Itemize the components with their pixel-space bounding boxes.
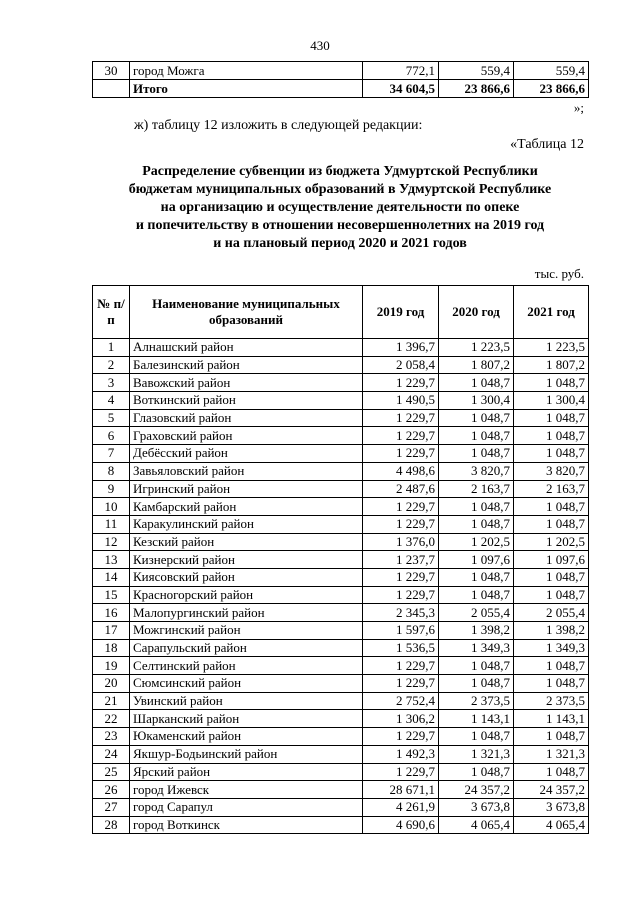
cell-number: 24 (93, 745, 130, 763)
cell-name: Игринский район (130, 480, 363, 498)
cell-2019: 1 229,7 (363, 728, 439, 746)
cell-number: 13 (93, 551, 130, 569)
cell-2021: 1 321,3 (514, 745, 589, 763)
cell-2020: 1 048,7 (439, 445, 514, 463)
cell-2019: 2 487,6 (363, 480, 439, 498)
cell-2019: 772,1 (363, 62, 439, 80)
heading-line: и попечительству в отношении несовершеннолетних на 2019 год (135, 218, 545, 233)
table-row (93, 515, 589, 533)
instruction-text: ж) таблицу 12 изложить в следующей редакции: (134, 118, 423, 133)
cell-number: 9 (93, 480, 130, 498)
continuation-table-body (93, 62, 589, 98)
cell-name: Вавожский район (130, 374, 363, 392)
table-row (93, 339, 589, 357)
table-row (93, 80, 589, 98)
table-row (93, 551, 589, 569)
table-row (93, 568, 589, 586)
cell-name: Якшур-Бодьинский район (130, 745, 363, 763)
cell-2019: 2 345,3 (363, 604, 439, 622)
cell-2020: 1 048,7 (439, 515, 514, 533)
cell-name: Каракулинский район (130, 515, 363, 533)
cell-2021: 1 048,7 (514, 675, 589, 693)
table-row (93, 356, 589, 374)
cell-2020: 1 097,6 (439, 551, 514, 569)
header-name: Наименование муниципальных образований (130, 286, 363, 339)
cell-number: 17 (93, 622, 130, 640)
cell-2019: 1 229,7 (363, 427, 439, 445)
cell-number: 18 (93, 639, 130, 657)
heading-line: Распределение субвенции из бюджета Удмуртской Республики (142, 164, 538, 179)
table-row (93, 763, 589, 781)
cell-2021: 1 223,5 (514, 339, 589, 357)
cell-2019: 1 536,5 (363, 639, 439, 657)
cell-number: 26 (93, 781, 130, 799)
cell-name: Глазовский район (130, 409, 363, 427)
cell-2021: 1 398,2 (514, 622, 589, 640)
cell-number: 11 (93, 515, 130, 533)
table-row (93, 62, 589, 80)
table-row (93, 480, 589, 498)
cell-2021: 1 048,7 (514, 728, 589, 746)
table-row (93, 710, 589, 728)
cell-2020: 1 048,7 (439, 427, 514, 445)
cell-2021: 1 048,7 (514, 498, 589, 516)
header-2021: 2021 год (514, 286, 589, 339)
cell-2020: 24 357,2 (439, 781, 514, 799)
table-row (93, 622, 589, 640)
heading-line: на организацию и осуществление деятельности по опеке (160, 200, 520, 215)
cell-2019: 4 261,9 (363, 798, 439, 816)
cell-number: 16 (93, 604, 130, 622)
cell-2020: 3 820,7 (439, 462, 514, 480)
cell-2019: 1 237,7 (363, 551, 439, 569)
cell-2020: 1 223,5 (439, 339, 514, 357)
cell-2020: 2 163,7 (439, 480, 514, 498)
cell-name: город Можга (130, 62, 363, 80)
cell-2019: 1 376,0 (363, 533, 439, 551)
cell-2020: 1 807,2 (439, 356, 514, 374)
cell-name: город Ижевск (130, 781, 363, 799)
cell-2020: 1 048,7 (439, 409, 514, 427)
cell-number: 22 (93, 710, 130, 728)
cell-2021: 1 097,6 (514, 551, 589, 569)
cell-2021: 1 048,7 (514, 409, 589, 427)
cell-name: Итого (130, 80, 363, 98)
table-row (93, 816, 589, 834)
cell-2021: 1 300,4 (514, 392, 589, 410)
cell-2019: 1 597,6 (363, 622, 439, 640)
cell-name: Шарканский район (130, 710, 363, 728)
cell-2019: 1 229,7 (363, 498, 439, 516)
table-row (93, 392, 589, 410)
cell-number: 3 (93, 374, 130, 392)
cell-2021: 1 048,7 (514, 445, 589, 463)
table-row (93, 374, 589, 392)
cell-2019: 1 229,7 (363, 515, 439, 533)
cell-2019: 1 229,7 (363, 763, 439, 781)
cell-number: 15 (93, 586, 130, 604)
table-heading (80, 163, 600, 253)
cell-2020: 1 143,1 (439, 710, 514, 728)
cell-2019: 1 490,5 (363, 392, 439, 410)
cell-number: 4 (93, 392, 130, 410)
cell-2020: 1 202,5 (439, 533, 514, 551)
subvention-table-body (93, 339, 589, 834)
cell-number: 20 (93, 675, 130, 693)
table-row (93, 781, 589, 799)
continuation-table (92, 61, 589, 98)
cell-2020: 1 349,3 (439, 639, 514, 657)
cell-number: 6 (93, 427, 130, 445)
cell-2020: 3 673,8 (439, 798, 514, 816)
cell-number: 28 (93, 816, 130, 834)
page-number: 430 (310, 38, 330, 53)
header-2020: 2020 год (439, 286, 514, 339)
header-row (93, 286, 589, 339)
cell-2019: 1 229,7 (363, 374, 439, 392)
cell-2019: 1 229,7 (363, 568, 439, 586)
cell-2021: 1 048,7 (514, 763, 589, 781)
cell-2021: 1 807,2 (514, 356, 589, 374)
table-row (93, 657, 589, 675)
cell-2021: 1 202,5 (514, 533, 589, 551)
cell-2019: 1 229,7 (363, 445, 439, 463)
subvention-table (92, 285, 589, 834)
cell-2020: 1 048,7 (439, 498, 514, 516)
cell-2020: 1 048,7 (439, 763, 514, 781)
units-label: тыс. руб. (534, 266, 584, 281)
cell-number: 25 (93, 763, 130, 781)
cell-name: Завьяловский район (130, 462, 363, 480)
cell-2019: 28 671,1 (363, 781, 439, 799)
cell-number: 12 (93, 533, 130, 551)
cell-name: Можгинский район (130, 622, 363, 640)
cell-2021: 4 065,4 (514, 816, 589, 834)
table-row (93, 675, 589, 693)
cell-name: Юкаменский район (130, 728, 363, 746)
cell-2019: 2 058,4 (363, 356, 439, 374)
cell-name: Сарапульский район (130, 639, 363, 657)
cell-name: Балезинский район (130, 356, 363, 374)
table-label: «Таблица 12 (510, 137, 584, 152)
cell-2020: 2 373,5 (439, 692, 514, 710)
cell-2020: 559,4 (439, 62, 514, 80)
cell-2021: 2 055,4 (514, 604, 589, 622)
cell-2021: 1 349,3 (514, 639, 589, 657)
table-row (93, 798, 589, 816)
cell-2020: 1 048,7 (439, 586, 514, 604)
cell-2021: 2 373,5 (514, 692, 589, 710)
table-row (93, 498, 589, 516)
cell-2020: 4 065,4 (439, 816, 514, 834)
header-number: № п/п (93, 286, 130, 339)
cell-2020: 1 048,7 (439, 568, 514, 586)
heading-line: и на плановый период 2020 и 2021 годов (213, 236, 467, 251)
cell-name: Кизнерский район (130, 551, 363, 569)
cell-number: 5 (93, 409, 130, 427)
table-row (93, 427, 589, 445)
cell-2020: 2 055,4 (439, 604, 514, 622)
cell-2020: 1 048,7 (439, 675, 514, 693)
cell-2019: 4 498,6 (363, 462, 439, 480)
cell-2019: 4 690,6 (363, 816, 439, 834)
cell-2019: 1 306,2 (363, 710, 439, 728)
cell-2021: 23 866,6 (514, 80, 589, 98)
cell-2020: 1 321,3 (439, 745, 514, 763)
cell-2021: 24 357,2 (514, 781, 589, 799)
cell-2021: 1 048,7 (514, 657, 589, 675)
cell-2019: 1 229,7 (363, 657, 439, 675)
cell-number: 7 (93, 445, 130, 463)
cell-name: Селтинский район (130, 657, 363, 675)
header-2019: 2019 год (363, 286, 439, 339)
cell-name: Граховский район (130, 427, 363, 445)
cell-number: 27 (93, 798, 130, 816)
cell-name: Увинский район (130, 692, 363, 710)
cell-name: город Воткинск (130, 816, 363, 834)
cell-number: 1 (93, 339, 130, 357)
cell-name: Дебёсский район (130, 445, 363, 463)
table-row (93, 586, 589, 604)
table-row (93, 604, 589, 622)
cell-name: Алнашский район (130, 339, 363, 357)
table-row (93, 462, 589, 480)
cell-2019: 2 752,4 (363, 692, 439, 710)
cell-2020: 23 866,6 (439, 80, 514, 98)
cell-name: Кезский район (130, 533, 363, 551)
cell-2020: 1 048,7 (439, 657, 514, 675)
cell-name: Ярский район (130, 763, 363, 781)
cell-name: Киясовский район (130, 568, 363, 586)
cell-2021: 1 048,7 (514, 568, 589, 586)
cell-2019: 34 604,5 (363, 80, 439, 98)
cell-2021: 3 673,8 (514, 798, 589, 816)
closing-quote: »; (573, 100, 584, 115)
cell-2021: 559,4 (514, 62, 589, 80)
cell-2020: 1 048,7 (439, 728, 514, 746)
cell-name: Камбарский район (130, 498, 363, 516)
cell-2019: 1 229,7 (363, 409, 439, 427)
cell-2021: 3 820,7 (514, 462, 589, 480)
cell-2021: 1 048,7 (514, 515, 589, 533)
cell-2021: 1 048,7 (514, 586, 589, 604)
cell-number: 10 (93, 498, 130, 516)
cell-2019: 1 492,3 (363, 745, 439, 763)
cell-name: Малопургинский район (130, 604, 363, 622)
cell-2021: 1 143,1 (514, 710, 589, 728)
cell-number: 19 (93, 657, 130, 675)
cell-2021: 1 048,7 (514, 427, 589, 445)
table-row (93, 409, 589, 427)
cell-2019: 1 229,7 (363, 675, 439, 693)
cell-number: 30 (93, 62, 130, 80)
table-row (93, 745, 589, 763)
cell-number: 23 (93, 728, 130, 746)
cell-number (93, 80, 130, 98)
cell-name: Сюмсинский район (130, 675, 363, 693)
table-row (93, 639, 589, 657)
cell-2021: 2 163,7 (514, 480, 589, 498)
cell-2020: 1 398,2 (439, 622, 514, 640)
cell-name: Воткинский район (130, 392, 363, 410)
cell-name: Красногорский район (130, 586, 363, 604)
cell-2019: 1 396,7 (363, 339, 439, 357)
cell-number: 21 (93, 692, 130, 710)
table-row (93, 533, 589, 551)
cell-name: город Сарапул (130, 798, 363, 816)
cell-number: 8 (93, 462, 130, 480)
heading-line: бюджетам муниципальных образований в Удмуртской Республике (128, 182, 552, 197)
table-row (93, 728, 589, 746)
cell-number: 14 (93, 568, 130, 586)
cell-2021: 1 048,7 (514, 374, 589, 392)
table-row (93, 445, 589, 463)
cell-2020: 1 300,4 (439, 392, 514, 410)
cell-2020: 1 048,7 (439, 374, 514, 392)
table-row (93, 692, 589, 710)
cell-number: 2 (93, 356, 130, 374)
cell-2019: 1 229,7 (363, 586, 439, 604)
